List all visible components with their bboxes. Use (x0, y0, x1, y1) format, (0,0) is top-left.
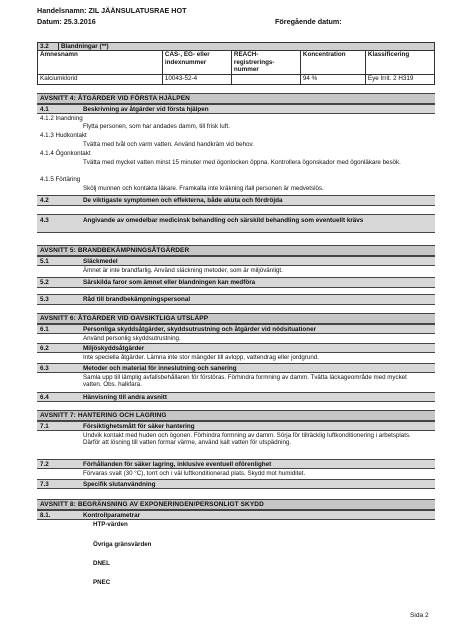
row-5-2 (37, 277, 435, 288)
pnec-label: PNEC (93, 579, 111, 586)
personal-precautions-text: Använd personlig skyddsutrustning. (83, 335, 181, 342)
row-4-3 (37, 214, 435, 233)
row-title: Förhållanden för säker lagring, inklusive eventuell oförenlighet (83, 461, 272, 468)
section-title: AVSNITT 4: ÅTGÄRDER VID FÖRSTA HJÄLPEN (40, 95, 190, 102)
row-number: 8.1. (40, 512, 51, 519)
column-header: CAS-, EG- eller indexnummer (162, 51, 231, 75)
table-section-number: 3.2 (38, 43, 59, 51)
environment-text: Inte speciella åtgärder. Lämna inte stor mängder till avlopp, vattendrag eller jordgrund. (83, 354, 319, 361)
row-number: 4.1 (40, 106, 49, 113)
row-4-2 (37, 195, 435, 206)
cleanup-text: Samla upp till lämplig avfallsbehållaren för förstöras. Förhindra formning av damm. Tvätta läckageområde med mycket vatten. Obs. halkfara. (83, 374, 407, 389)
column-header: REACH-registrerings-nummer (231, 51, 300, 75)
section-title: AVSNITT 7: HANTERING OCH LAGRING (40, 412, 167, 419)
section-5-header (37, 245, 435, 256)
row-5-3 (37, 294, 435, 305)
row-4-1 (37, 104, 435, 114)
skin-contact-label: 4.1.3 Hudkontakt (40, 132, 87, 139)
row-number: 6.1 (40, 326, 49, 333)
row-7-2 (37, 459, 435, 469)
section-4-header (37, 93, 435, 104)
table-cell: Kalciumklorid (38, 75, 163, 85)
safe-handling-text: Undvik kontakt med huden och ögonen. Förhindra formning av damm. Sörja för tillräcklig luftkonditionering i arbetsplats. Därför att lösning till vatten formar värme, använd kalt vatten för utspädning. (83, 432, 411, 447)
row-title: Angivande av omedelbar medicinsk behandling och särskild behandling som eventuellt krävs (83, 217, 364, 224)
row-title: Miljöskyddsåtgärder (83, 345, 145, 352)
row-title: Särskilda faror som ämnet eller blandningen kan medföra (83, 279, 256, 286)
row-number: 7.3 (40, 481, 49, 488)
row-number: 4.2 (40, 197, 49, 204)
row-title: Försiktighetsmått för säker hantering (83, 423, 195, 430)
ingestion-label: 4.1.5 Förtäring (40, 176, 81, 183)
row-title: Släckmedel (83, 258, 118, 265)
column-header: Klassificering (365, 51, 434, 75)
dnel-label: DNEL (93, 560, 110, 567)
row-number: 4.3 (40, 217, 49, 224)
trade-name: Handelsnamn: ZIL JÄÄNSULATUSRAE HOT (37, 6, 187, 15)
htp-values-label: HTP-värden (93, 521, 128, 528)
row-number: 7.1 (40, 423, 49, 430)
column-header: Ämnesnamn (38, 51, 163, 75)
row-5-1 (37, 256, 435, 266)
storage-text: Förvaras svalt (30 °C), torrt och i väl luftkonditionerad plats. Skydd mot humiditet. (83, 470, 306, 477)
document-date: Datum: 25.3.2016 (37, 17, 96, 26)
row-number: 5.1 (40, 258, 49, 265)
other-limits-label: Övriga gränsvärden (93, 541, 152, 548)
skin-contact-text: Tvätta med tvål och varm vatten. Använd handkräm vid behov. (83, 141, 254, 148)
table-cell: 94 % (300, 75, 365, 85)
table-cell: Eye Irrit. 2 H319 (365, 75, 434, 85)
row-number: 6.2 (40, 345, 49, 352)
row-6-1 (37, 324, 435, 334)
row-8-1 (37, 510, 435, 520)
row-7-3 (37, 479, 435, 489)
inhalation-text: Flytta personen, som har andades damm, till frisk luft. (83, 123, 230, 130)
table-cell: 10043-52-4 (162, 75, 231, 85)
row-title: Hänvisning till andra avsnitt (83, 394, 167, 401)
row-6-2 (37, 343, 435, 353)
row-title: Metoder och material för inneslutning och sanering (83, 365, 237, 372)
row-title: Personliga skyddsåtgärder, skyddsutrustning och åtgärder vid nödsituationer (83, 326, 317, 333)
row-title: Kontrollparametrar (83, 512, 141, 519)
mixtures-table (37, 42, 435, 85)
row-title: De viktigaste symptomen och effekterna, både akuta och fördröjda (83, 197, 283, 204)
table-section-title: Blandningar (**) (59, 43, 435, 51)
table-cell (231, 75, 300, 85)
extinguishing-text: Ämnet är inte brandfarlig. Använd släckning metoder, som är miljövänligt. (83, 267, 283, 274)
section-8-header (37, 499, 435, 510)
section-title: AVSNITT 5: BRANDBEKÄMPNINGSÅTGÄRDER (40, 247, 190, 254)
section-title: AVSNITT 8: BEGRÄNSNING AV EXPONERINGEN/PERSONLIGT SKYDD (40, 501, 264, 508)
row-number: 5.2 (40, 279, 49, 286)
previous-date: Föregående datum: (275, 17, 342, 26)
row-6-4 (37, 392, 435, 402)
row-title: Specifik slutanvändning (83, 481, 156, 488)
section-6-header (37, 313, 435, 324)
inhalation-label: 4.1.2 Inandning (40, 115, 83, 122)
page-number: Sida 2 (410, 612, 429, 619)
row-title: Råd till brandbekämpningspersonal (83, 296, 191, 303)
ingestion-text: Skölj munnen och kontakta läkare. Framkalla inte kräkning ifall personen är medvetslös. (83, 185, 324, 192)
section-7-header (37, 410, 435, 421)
column-header: Koncentration (300, 51, 365, 75)
row-number: 7.2 (40, 461, 49, 468)
row-number: 6.4 (40, 394, 49, 401)
row-number: 5.3 (40, 296, 49, 303)
section-title: AVSNITT 6: ÅTGÄRDER VID OAVSIKTLIGA UTSLÄPP (40, 315, 209, 322)
eye-contact-text: Tvätta med mycket vatten minst 15 minuter med ögonlocken öppna. Kontrollera ögonskador med ögonläkare besök. (83, 159, 401, 166)
row-7-1 (37, 421, 435, 431)
row-title: Beskrivning av åtgärder vid första hjälpen (83, 106, 209, 113)
row-number: 6.3 (40, 365, 49, 372)
row-6-3 (37, 363, 435, 373)
eye-contact-label: 4.1.4 Ögonkontakt (40, 150, 91, 157)
